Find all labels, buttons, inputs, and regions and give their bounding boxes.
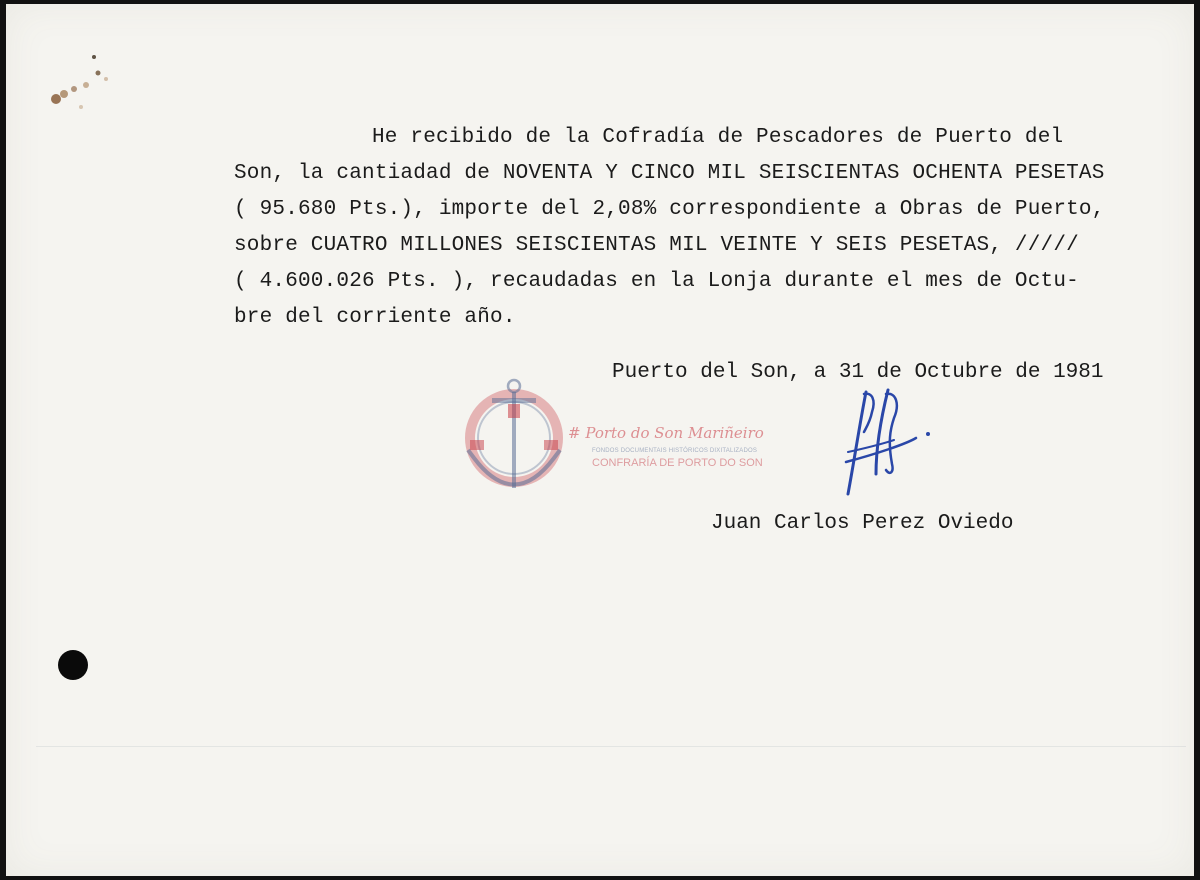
document-page bbox=[6, 4, 1194, 876]
watermark-organization: CONFRARÍA DE PORTO DO SON bbox=[592, 457, 763, 469]
archive-watermark bbox=[464, 376, 764, 516]
body-line: ( 4.600.026 Pts. ), recaudadas en la Lonja durante el mes de Octu- bbox=[234, 270, 1079, 293]
receipt-body bbox=[234, 120, 1194, 336]
signer-name: Juan Carlos Perez Oviedo bbox=[711, 512, 1014, 535]
body-line: bre del corriente año. bbox=[234, 306, 516, 329]
body-line: sobre CUATRO MILLONES SEISCIENTAS MIL VEINTE Y SEIS PESETAS, ///// bbox=[234, 234, 1079, 257]
punch-hole bbox=[58, 650, 88, 680]
handwritten-signature bbox=[836, 382, 956, 502]
body-line: ( 95.680 Pts.), importe del 2,08% correspondiente a Obras de Puerto, bbox=[234, 198, 1105, 221]
watermark-subtitle: FONDOS DOCUMENTAIS HISTÓRICOS DIXITALIZADOS bbox=[592, 448, 758, 454]
date-line: Puerto del Son, a 31 de Octubre de 1981 bbox=[612, 361, 1104, 384]
anchor-emblem-icon bbox=[464, 376, 564, 511]
divider bbox=[36, 746, 1186, 747]
body-line: He recibido de la Cofradía de Pescadores de Puerto del bbox=[372, 126, 1064, 149]
body-line: Son, la cantiadad de NOVENTA Y CINCO MIL SEISCIENTAS OCHENTA PESETAS bbox=[234, 162, 1105, 185]
watermark-title: # Porto do Son Mariñeiro bbox=[568, 424, 764, 442]
stain-mark bbox=[36, 49, 126, 119]
